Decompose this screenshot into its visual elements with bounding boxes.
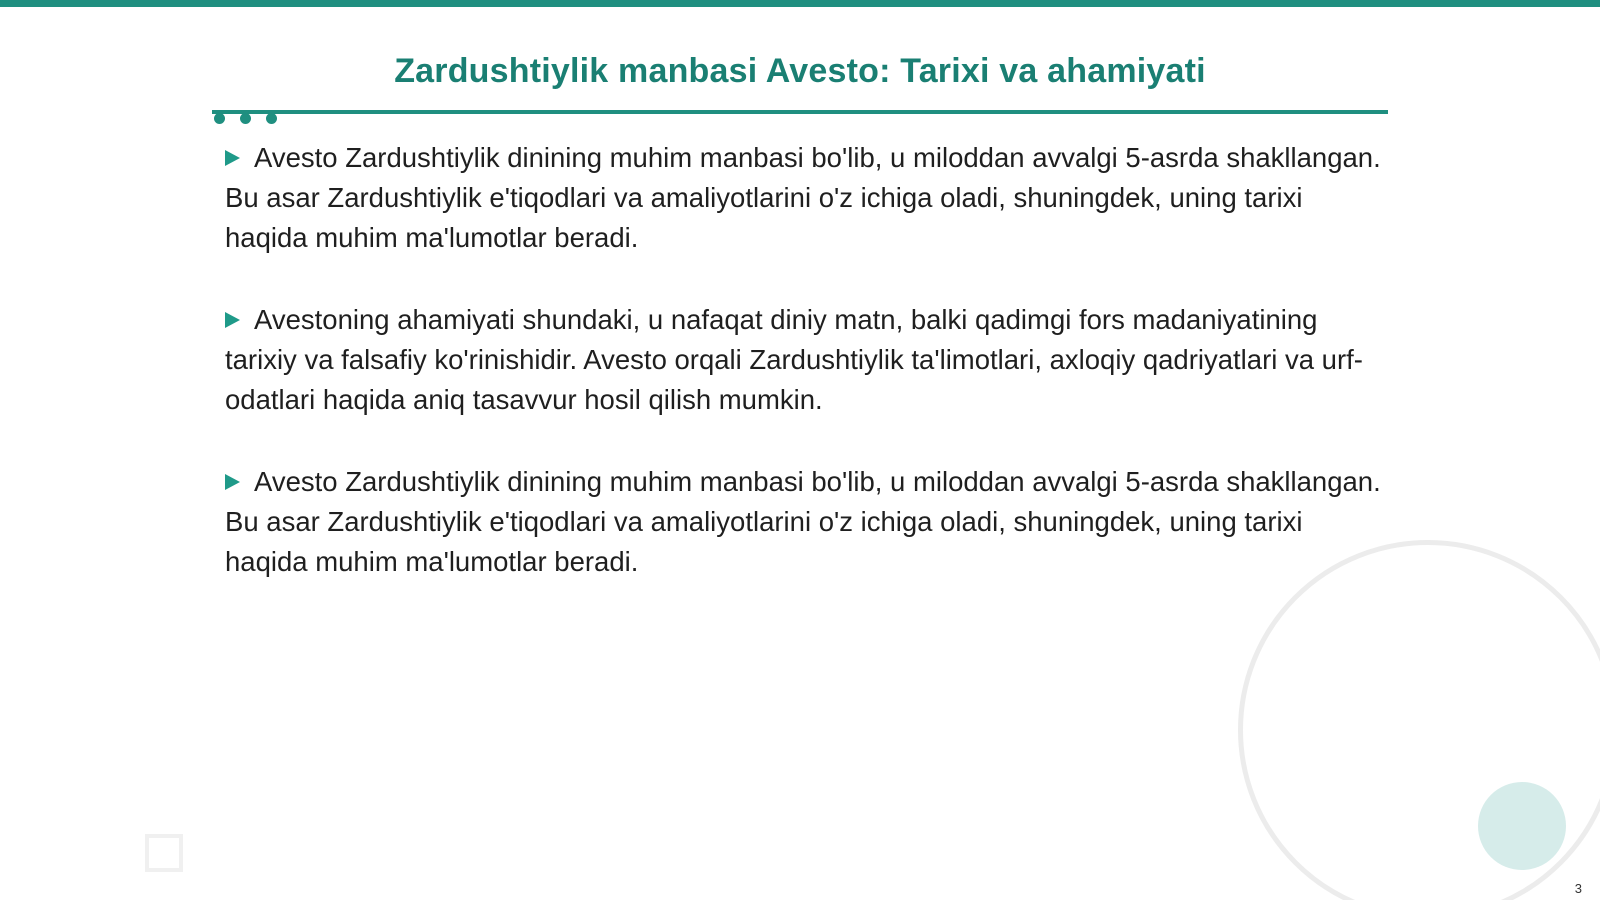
- bullet-item: [225, 300, 1385, 420]
- underline-dot: [240, 113, 251, 124]
- underline-dot: [266, 113, 277, 124]
- underline-dot: [214, 113, 225, 124]
- decorative-circle: [1478, 782, 1566, 870]
- bullet-list: [225, 138, 1385, 624]
- page-number: 3: [1574, 881, 1582, 896]
- triangle-right-icon: [225, 312, 240, 328]
- triangle-right-icon: [225, 474, 240, 490]
- bullet-item: [225, 138, 1385, 258]
- top-accent-bar: [0, 0, 1600, 7]
- bullet-item: [225, 462, 1385, 582]
- bullet-text: Avestoning ahamiyati shundaki, u nafaqat diniy matn, balki qadimgi fors madaniyatining tarixiy va falsafiy ko'rinishidir. Avesto orqali Zardushtiylik ta'limotlari, axloqiy qadriyatlari va urf-odatlari haqida aniq tasavvur hosil qilish mumkin.: [225, 304, 1363, 415]
- title-underline: [212, 110, 1388, 114]
- bullet-text: Avesto Zardushtiylik dinining muhim manbasi bo'lib, u miloddan avvalgi 5-asrda shakllangan. Bu asar Zardushtiylik e'tiqodlari va amaliyotlarini o'z ichiga oladi, shuningdek, uning tarixi haqida muhim ma'lumotlar beradi.: [225, 466, 1381, 577]
- triangle-right-icon: [225, 150, 240, 166]
- bullet-text: Avesto Zardushtiylik dinining muhim manbasi bo'lib, u miloddan avvalgi 5-asrda shakllangan. Bu asar Zardushtiylik e'tiqodlari va amaliyotlarini o'z ichiga oladi, shuningdek, uning tarixi haqida muhim ma'lumotlar beradi.: [225, 142, 1381, 253]
- slide-title: Zardushtiylik manbasi Avesto: Tarixi va ahamiyati: [394, 52, 1206, 90]
- decorative-square: [145, 834, 183, 872]
